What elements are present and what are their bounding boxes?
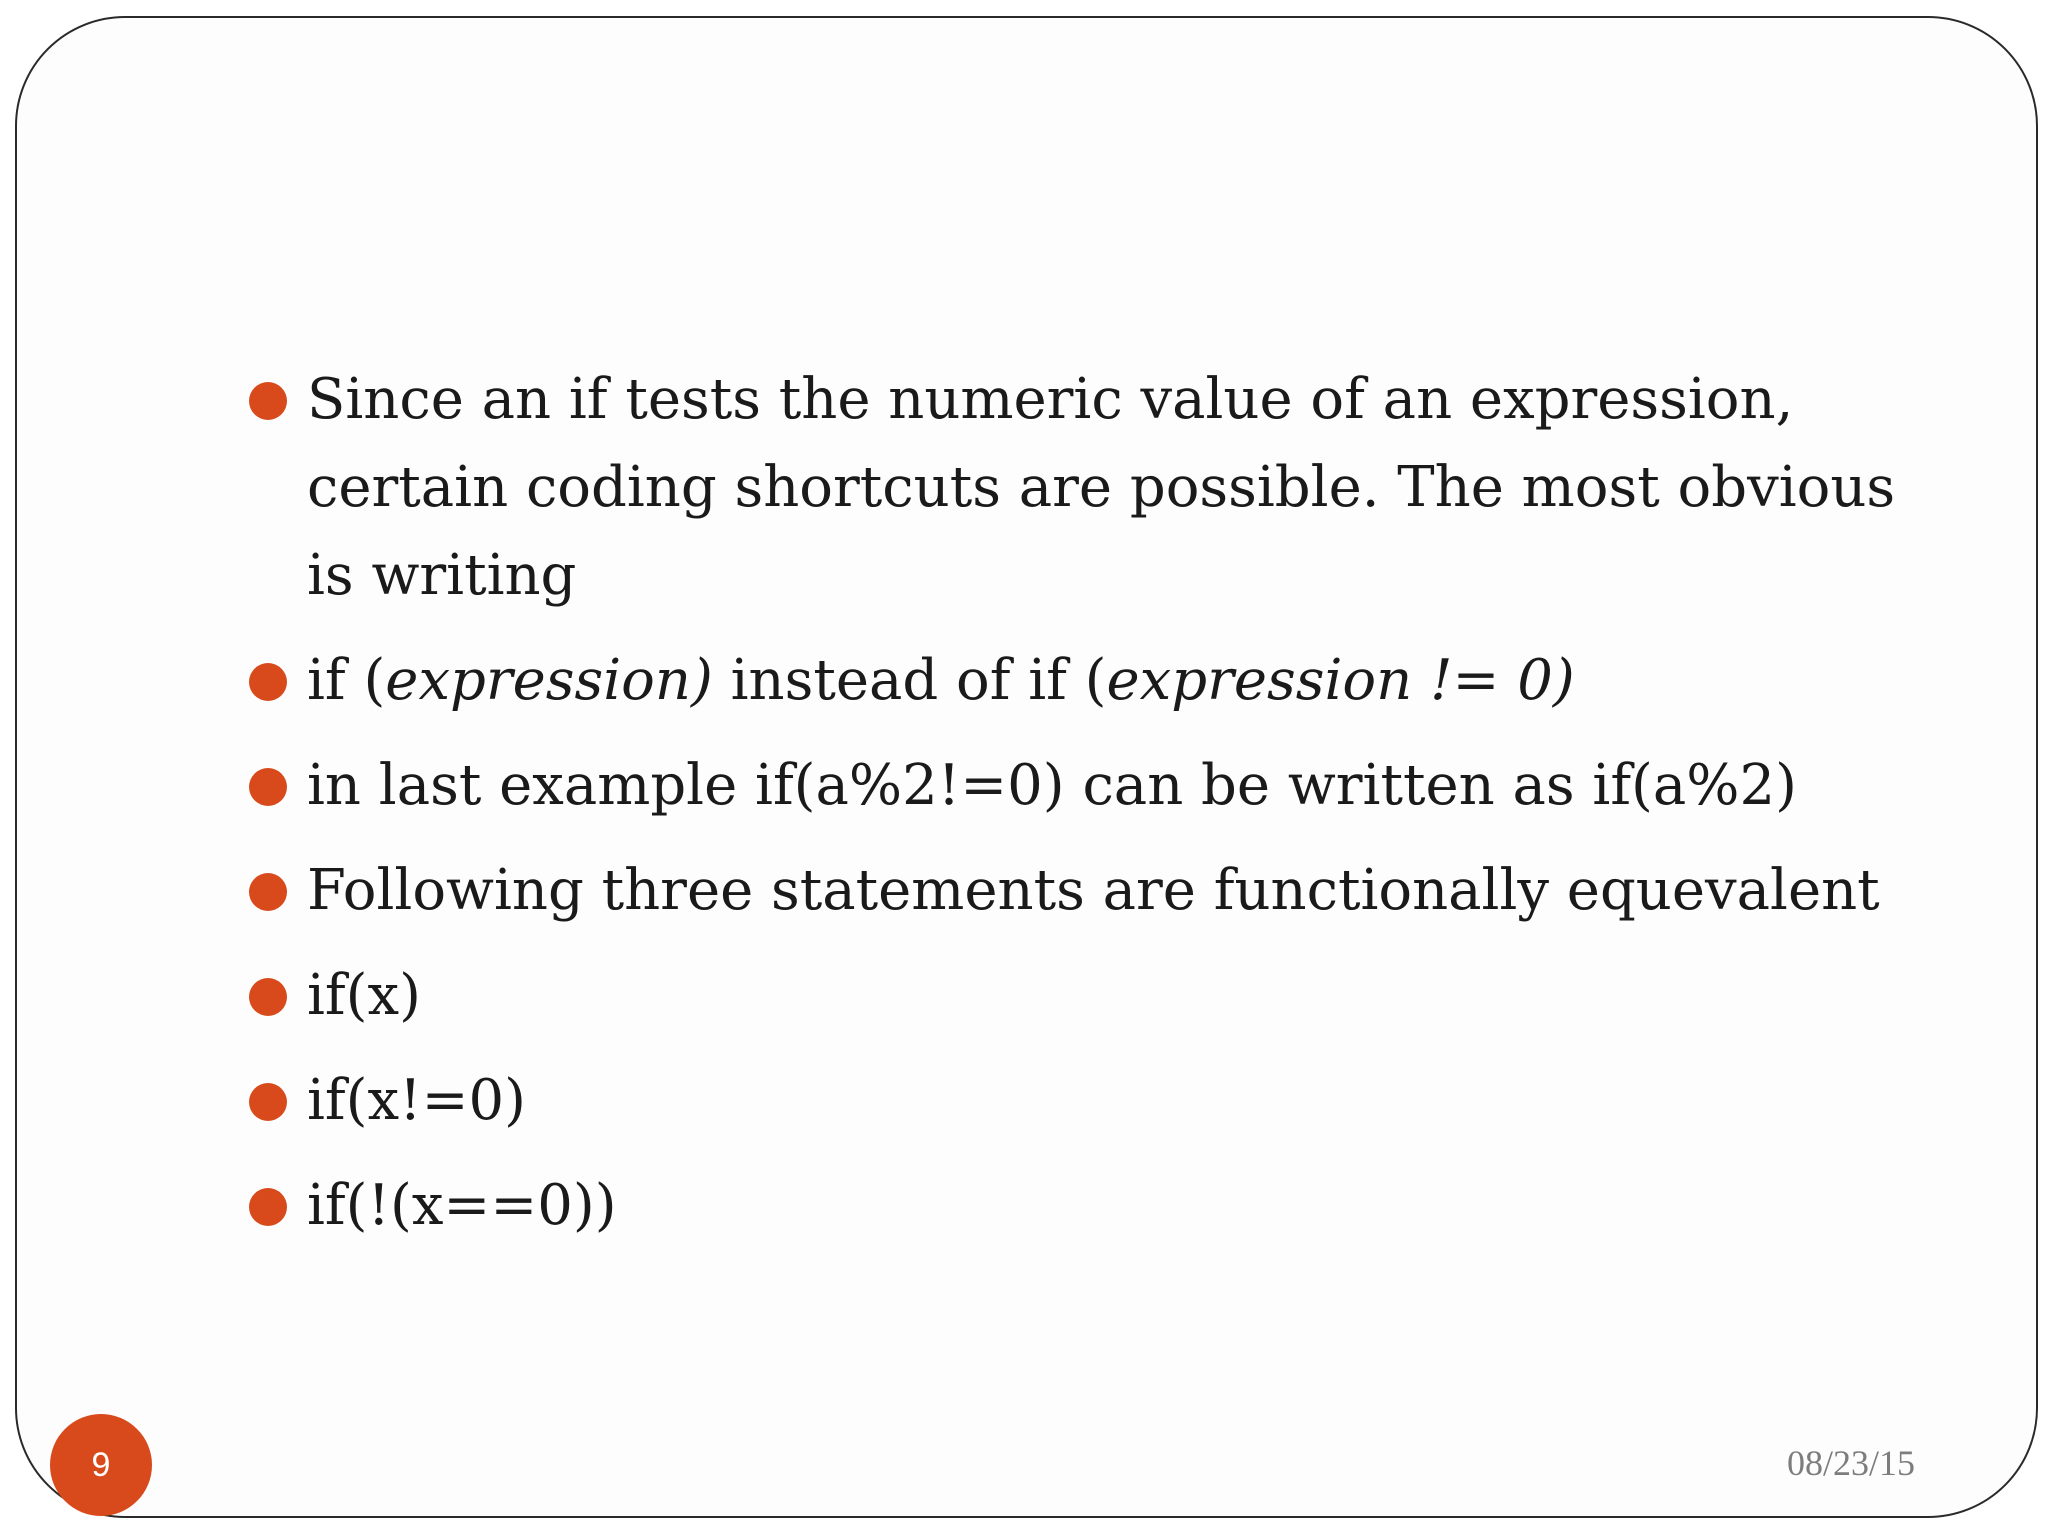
slide-number-badge: 9: [50, 1414, 152, 1516]
bullet-dot-icon: [249, 768, 287, 806]
bullet-dot-icon: [249, 382, 287, 420]
bullet-text: if(x!=0): [307, 1068, 526, 1133]
bullet-item: [249, 637, 1909, 725]
bullet-dot-icon: [249, 1188, 287, 1226]
slide-date: 08/23/15: [1787, 1443, 1916, 1483]
bullet-dot-icon: [249, 978, 287, 1016]
bullet-dot-icon: [249, 1083, 287, 1121]
bullet-text-italic: expression): [385, 648, 713, 713]
bullet-item: [249, 1057, 1909, 1145]
bullet-text-plain: instead of if (: [712, 648, 1107, 713]
bullet-item: [249, 356, 1909, 620]
bullet-dot-icon: [249, 663, 287, 701]
bullet-text-plain: if (: [307, 648, 386, 713]
bullet-dot-icon: [249, 873, 287, 911]
slide: [15, 16, 2038, 1518]
bullet-text-italic: expression != 0): [1106, 648, 1575, 713]
bullet-item: [249, 1162, 1909, 1250]
bullet-item: [249, 952, 1909, 1040]
bullet-text: Following three statements are functionally equevalent: [307, 858, 1880, 923]
bullet-text: Since an if tests the numeric value of an expression, certain coding shortcuts are possible. The most obvious is writing: [307, 367, 1896, 608]
bullet-text: if(x): [307, 963, 421, 1028]
bullet-text: if(!(x==0)): [307, 1173, 617, 1238]
bullet-text: in last example if(a%2!=0) can be written as if(a%2): [307, 753, 1797, 818]
bullet-item: [249, 742, 1909, 830]
bullet-item: [249, 847, 1909, 935]
bullet-list: [249, 356, 1909, 1267]
